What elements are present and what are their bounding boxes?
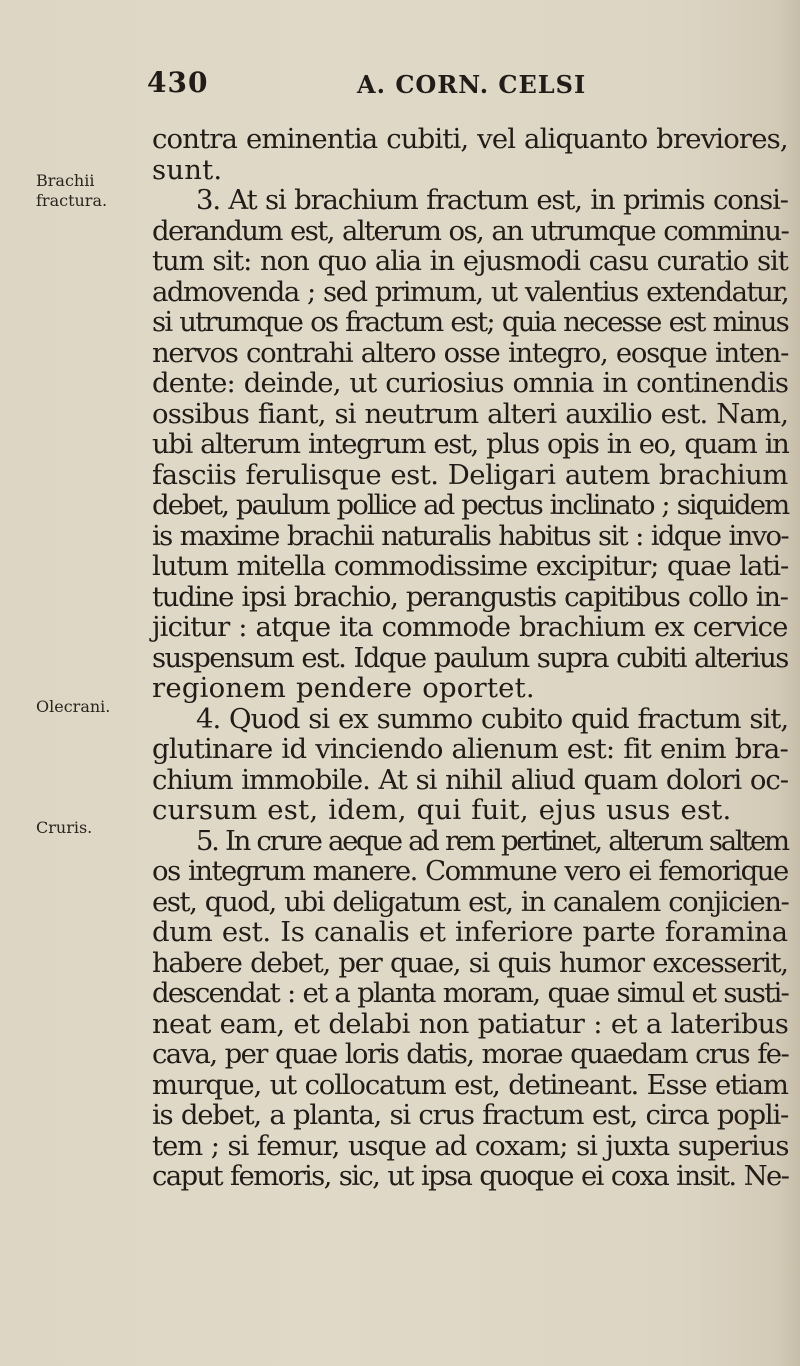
margin-note-line: Olecrani.	[36, 697, 111, 716]
text-line: debet, paulum pollice ad pectus inclinato ; siquidem	[152, 489, 789, 521]
text-line: is maxime brachii naturalis habitus sit : idque invo-	[152, 519, 789, 552]
text-line: tum sit: non quo alia in ejusmodi casu curatio sit	[152, 245, 788, 277]
margin-note-line: fractura.	[36, 191, 108, 210]
text-line: cursum est, idem, qui fuit, ejus usus est.	[152, 794, 732, 826]
text-line: regionem pendere oportet.	[152, 672, 535, 704]
text-line: caput femoris, sic, ut ipsa quoque ei coxa insit. Ne-	[152, 1160, 789, 1192]
text-line: suspensum est. Idque paulum supra cubiti alterius	[152, 641, 788, 674]
text-line: tudine ipsi brachio, perangustis capitibus collo in-	[152, 580, 788, 613]
text-line: 5. In crure aeque ad rem pertinet, alterum saltem	[196, 824, 788, 857]
margin-note-olecrani	[36, 697, 126, 717]
text-line: ubi alterum integrum est, plus opis in eo, quam in	[152, 428, 789, 460]
running-head: A. CORN. CELSI	[357, 70, 587, 99]
text-line: 3. At si brachium fractum est, in primis consi-	[196, 184, 788, 216]
margin-note-line: Cruris.	[36, 818, 93, 837]
text-line: derandum est, alterum os, an utrumque comminu-	[152, 214, 789, 247]
text-line: murque, ut collocatum est, detineant. Esse etiam	[152, 1068, 788, 1101]
text-line: 4. Quod si ex summo cubito quid fractum sit,	[196, 702, 789, 735]
text-line: fasciis ferulisque est. Deligari autem brachium	[152, 458, 788, 491]
text-line: dente: deinde, ut curiosius omnia in continendis	[152, 367, 789, 399]
text-line: dum est. Is canalis et inferiore parte foramina	[152, 916, 788, 948]
text-line: admovenda ; sed primum, ut valentius extendatur,	[152, 275, 789, 308]
text-line: si utrumque os fractum est; quia necesse est minus	[152, 306, 788, 338]
text-line: cava, per quae loris datis, morae quaedam crus fe-	[152, 1038, 789, 1070]
page-header	[147, 66, 667, 106]
text-line: chium immobile. At si nihil aliud quam dolori oc-	[152, 763, 789, 796]
text-line: habere debet, per quae, si quis humor excesserit,	[152, 946, 788, 979]
text-line: is debet, a planta, si crus fractum est, circa popli-	[152, 1099, 789, 1131]
margin-note-line: Brachii	[36, 171, 95, 190]
text-line: glutinare id vinciendo alienum est: fit enim bra-	[152, 733, 789, 765]
text-line: ossibus fiant, si neutrum alteri auxilio est. Nam,	[152, 397, 789, 430]
margin-note-cruris	[36, 818, 126, 838]
text-line: sunt.	[152, 153, 223, 186]
body-text	[152, 124, 792, 1192]
text-line: jicitur : atque ita commode brachium ex cervice	[152, 611, 788, 643]
text-line: est, quod, ubi deligatum est, in canalem conjicien-	[152, 885, 789, 918]
text-line: os integrum manere. Commune vero ei femorique	[152, 855, 788, 887]
text-line: tem ; si femur, usque ad coxam; si juxta superius	[152, 1129, 789, 1162]
text-line: lutum mitella commodissime excipitur; quae lati-	[152, 550, 789, 582]
margin-note-brachii	[36, 171, 126, 211]
text-line: nervos contrahi altero osse integro, eosque inten-	[152, 336, 789, 369]
text-line: descendat : et a planta moram, quae simul et susti-	[152, 977, 789, 1009]
text-line: neat eam, et delabi non patiatur : et a lateribus	[152, 1007, 789, 1040]
page-number: 430	[147, 66, 209, 99]
text-line: contra eminentia cubiti, vel aliquanto breviores,	[152, 123, 788, 155]
